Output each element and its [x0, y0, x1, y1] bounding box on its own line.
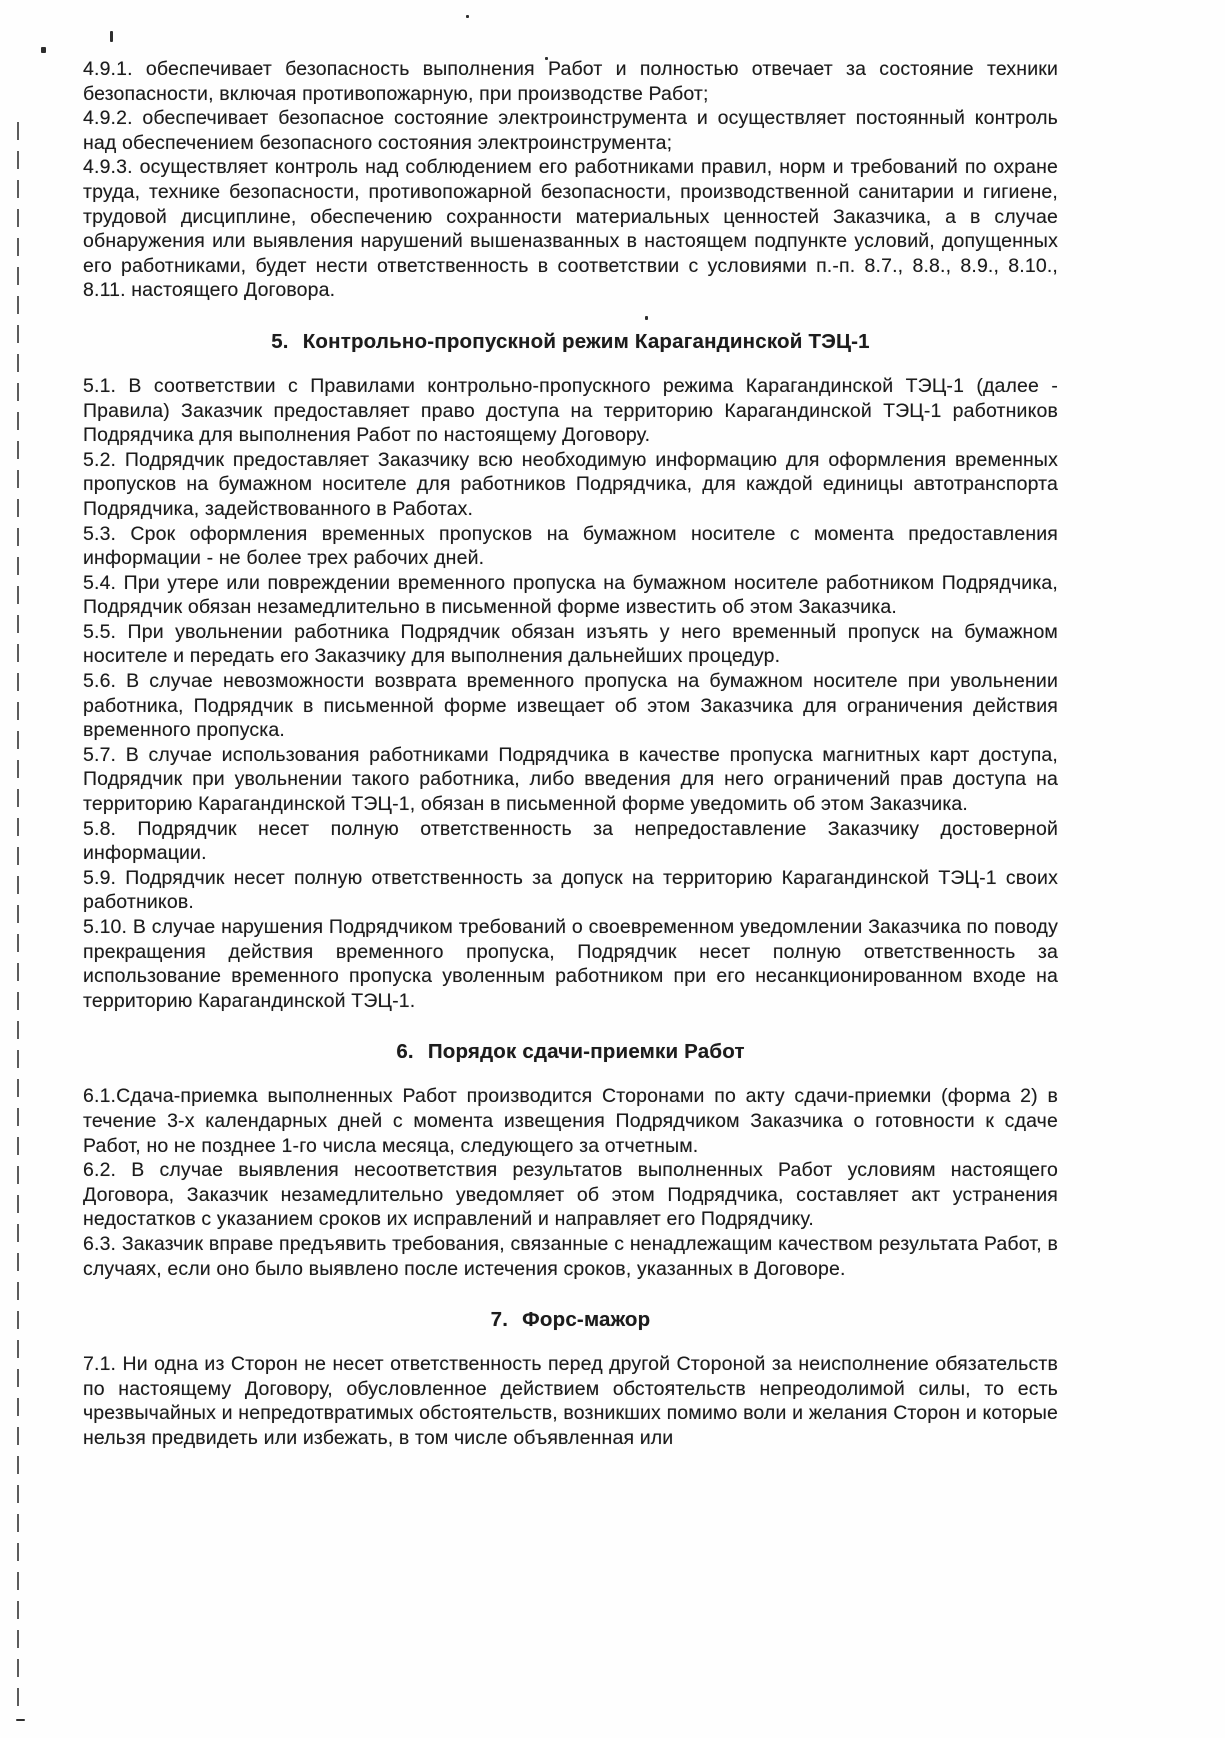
scan-speck — [41, 47, 46, 53]
clause-7-1: 7.1. Ни одна из Сторон не несет ответственность перед другой Стороной за неисполнение обязательств по настоящему Договору, обусловленное действием обстоятельств непреодолимой силы, то есть чрезвычайных и непредотвратимых обстоятельств, возникших помимо воли и желания Сторон и которые нельзя предвидеть или избежать, в том числе объявленная или — [83, 1353, 1058, 1449]
clause-5-3: 5.3. Срок оформления временных пропусков на бумажном носителе с момента предоставления информации - не более трех рабочих дней. — [83, 522, 1058, 570]
clause-4-9-1: 4.9.1. обеспечивает безопасность выполнения Работ и полностью отвечает за состояние техники безопасности, включая противопожарную, при производстве Работ; — [83, 58, 1058, 105]
clause-6-1: 6.1.Сдача-приемка выполненных Работ производится Сторонами по акту сдачи-приемки (форма 2) в течение 3-х календарных дней с момента извещения Подрядчиком Заказчика о готовности к сдаче Работ, но не позднее 1-го числа месяца, следующего за отчетным. — [83, 1085, 1058, 1157]
clause-5-4: 5.4. При утере или повреждении временного пропуска на бумажном носителе работником Подрядчика, Подрядчик обязан незамедлительно в письменной форме известить об этом Заказчика. — [83, 571, 1058, 619]
section-6-heading — [83, 1039, 1058, 1064]
section-7-number: 7. — [490, 1308, 509, 1332]
section-5-number: 5. — [271, 329, 289, 353]
section-6-title: Порядок сдачи-приемки Работ — [427, 1040, 745, 1064]
clause-5-1: 5.1. В соответствии с Правилами контрольно-пропускного режима Карагандинской ТЭЦ-1 (далее - Правила) Заказчик предоставляет право доступа на территорию Карагандинской ТЭЦ-1 работников Подрядчика для выполнения Работ по настоящему Договору. — [83, 374, 1058, 447]
clause-6-2: 6.2. В случае выявления несоответствия результатов выполненных Работ условиям настоящего Договора, Заказчик незамедлительно уведомляет об этом Подрядчика, составляет акт устранения недостатков с указанием сроков их исправлений и направляет его Подрядчику. — [83, 1159, 1058, 1231]
scan-speck — [110, 31, 113, 42]
section-6-number: 6. — [396, 1040, 414, 1064]
section-7-title: Форс-мажор — [522, 1308, 651, 1332]
clause-5-10: 5.10. В случае нарушения Подрядчиком требований о своевременном уведомлении Заказчика по поводу прекращения действия временного пропуска, Подрядчик несет полную ответственность за использование временного пропуска уволенным работником при его несанкционированном входе на территорию Карагандинской ТЭЦ-1. — [83, 916, 1058, 1012]
section-7-heading — [83, 1307, 1058, 1332]
clause-5-9: 5.9. Подрядчик несет полную ответственность за допуск на территорию Карагандинской ТЭЦ-1 своих работников. — [83, 866, 1058, 914]
scan-fold-line — [17, 122, 19, 1710]
clause-5-8: 5.8. Подрядчик несет полную ответственность за непредоставление Заказчику достоверной информации. — [83, 817, 1058, 865]
contract-text-block — [83, 57, 1058, 1451]
clause-5-5: 5.5. При увольнении работника Подрядчик обязан изъять у него временный пропуск на бумажном носителе и передать его Заказчику для выполнения дальнейших процедур. — [83, 620, 1058, 668]
clause-4-9-3: 4.9.3. осуществляет контроль над соблюдением его работниками правил, норм и требований по охране труда, технике безопасности, противопожарной безопасности, производственной санитарии и гигиене, трудовой дисциплине, обеспечению сохранности материальных ценностей Заказчика, а в случае обнаружения или выявления нарушений вышеназванных в настоящем подпункте условий, допущенных его работниками, будет нести ответственность в соответствии с условиями п.-п. 8.7., 8.8., 8.9., 8.10., 8.11. настоящего Договора. — [83, 156, 1058, 302]
clause-5-7: 5.7. В случае использования работниками Подрядчика в качестве пропуска магнитных карт доступа, Подрядчик при увольнении такого работника, либо введения для него ограничений прав доступа на территорию Карагандинской ТЭЦ-1, обязан в письменной форме уведомить об этом Заказчика. — [83, 743, 1058, 816]
clause-6-3: 6.3. Заказчик вправе предъявить требования, связанные с ненадлежащим качеством результата Работ, в случаях, если оно было выявлено после истечения сроков, указанных в Договоре. — [83, 1232, 1058, 1280]
scan-speck — [466, 15, 469, 18]
section-5-title: Контрольно-пропускной режим Карагандинской ТЭЦ-1 — [302, 329, 870, 353]
clause-4-9-2: 4.9.2. обеспечивает безопасное состояние электроинструмента и осуществляет постоянный контроль над обеспечением безопасного состояния электроинструмента; — [83, 107, 1058, 154]
scan-speck — [16, 1719, 25, 1721]
section-5-heading — [83, 329, 1058, 354]
clause-5-6: 5.6. В случае невозможности возврата временного пропуска на бумажном носителе при увольнении работника, Подрядчик в письменной форме извещает об этом Заказчика для ограничения действия временного пропуска. — [83, 670, 1058, 742]
clause-5-2: 5.2. Подрядчик предоставляет Заказчику всю необходимую информацию для оформления временных пропусков на бумажном носителе для работников Подрядчика, для каждой единицы автотранспорта Подрядчика, задействованного в Работах. — [83, 448, 1058, 520]
